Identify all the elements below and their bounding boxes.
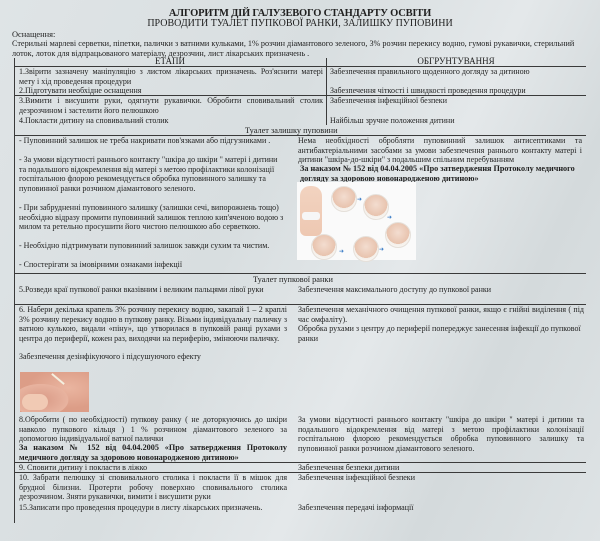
umbilical-cord-cycle-image: ➜ ➜ ➜ ➜ [297,182,416,260]
stage-8: 8.Обробити ( по необхідності) пупкову ранку ( не доторкуючись до шкіри навколо пупкового кільця ) 1 % розчином діамантового зеленого за допомогою індивідуальної ватної палички [19,415,287,443]
stage-4: 4.Покласти дитину на сповивальний столик [19,116,169,125]
equipment-text: Стерильні марлеві серветки, піпетки, палички з ватними кульками, 1% розчин діамантового зеленого, 3% розчин перекису водню, гумові рукавички, стерильний лоток, лоток для відпрацьованого матеріалу, дезрозчин, лист лікарських призначень . [12,39,575,58]
cord-note-2: - За умови відсутності раннього контакту "шкіра до шкіри " матері і дитини та подальшого відокремлення від матері з метою профілактики колонізації госпітальною флорою рекомендується обробка пуповинного залишку та пуповинної ранки розчином діамантового зеленого. [19,155,278,193]
reason-5: Забезпечення максимального доступу до пупкової ранки [298,285,492,294]
section-wound-title: Туалет пупкової ранки [253,275,333,284]
stage-10: 10. Забрати пелюшку зі сповивального столика і покласти її в мішок для брудної білизни. Протерти робочу поверхню сповивального столика дезрозчином. Зняти рукавички, вимити і висушити руки [19,473,287,501]
reason-3: Забезпечення інфекційної безпеки [330,96,447,105]
section-cord-title: Туалет залишку пуповини [245,126,338,135]
stage-2: 2.Підготувати необхідне оснащення [19,86,142,95]
column-header-reasons: ОБГРУНТУВАННЯ [417,56,495,66]
stage-15: 15.Записати про проведення процедури в листу лікарських призначень. [19,503,263,512]
section-rule [14,273,586,274]
cord-note-4: - Необхідно підтримувати пуповинний залишок завжди сухим та чистим. [19,241,270,250]
cord-note-3: - При забрудненні пуповинного залишку (залишки сечі, випорожнень тощо) необхідно відразу промити пуповинний залишок теплою кип'яченою водою з милом та ретельно просушити його чистою пелюшкою або серветкою. [19,203,284,231]
reason-2: Забезпечення чіткості і швидкості проведення процедури [330,86,526,95]
stage-8-order-reference: За наказом № 152 від 04.04.2005 «Про затвердження Протоколу медичного догляду за здоровою новонародженою дитиною» [19,443,287,462]
umbilical-wound-photo [20,372,89,412]
reason-9: Забезпечення безпеки дитини [298,463,400,472]
stage-6: 6. Набери декілька крапель 3% розчину перекису водню, закапай 1 – 2 краплі 3% розчину перекису водню в пупкову ранку. Візьми індивідуальну паличку з ватною кулькою, видали «піну», що утворилася в пупковій ранці рухами з центра до периферії, кожен раз, виходячи на периферію, змінюючи паличку. [19,305,287,343]
reason-6: Забезпечення механічного очищення пупкової ранки, якщо є гнійні виділення ( під час омфаліту). [298,305,584,324]
stage-1: 1.Звірити зазначену маніпуляцію з листом лікарських призначень. Роз'яснити матері мету і хід проведення процедури [19,67,323,86]
column-header-stages: ЕТАПИ [154,56,186,66]
page-title: АЛГОРИТМ ДІЙ ГАЛУЗЕВОГО СТАНДАРТУ ОСВІТИ [168,8,432,19]
equipment-label: Оснащення: [12,30,56,39]
cord-order-reference: За наказом № 152 від 04.04.2005 «Про затвердження Протоколу медичного догляду за здоровою новонародженою дитиною» [300,164,575,183]
cord-note-1: - Пуповинний залишок не треба накривати пов'язками або підгузниками . [19,136,271,145]
reason-4: Найбільш зручне положення дитини [330,116,455,125]
reason-15: Забезпечення передачі інформації [298,503,414,512]
reason-6b: Обробка рухами з центру до периферії попереджує занесення інфекції до пупкової ранки [298,324,581,343]
table-left-border [14,58,15,523]
page-subtitle: ПРОВОДИТИ ТУАЛЕТ ПУПКОВОЇ РАНКИ, ЗАЛИШКУ ПУПОВИНИ [147,18,453,29]
stage-3: 3.Вимити і висушити руки, одягнути рукавички. Обробити сповивальний столик дезрозчином і застелити його пелюшкою [19,96,323,115]
column-divider-top [326,58,327,125]
reason-8: За умови відсутності раннього контакту "шкіра до шкіри " матері і дитини та подальшого відокремлення від матері з метою профілактики колонізації госпітальною флорою рекомендується обробка пуповинного залишку та пуповинної ранки розчином діамантового зеленого. [298,415,584,453]
reason-1: Забезпечення правильного щоденного догляду за дитиною [330,67,530,76]
cord-note-5: - Спостерігати за імовірними ознаками інфекції [19,260,183,269]
stage-6-note: Забезпечення дезінфікуючого і підсушуючого ефекту [19,352,201,361]
reason-10: Забезпечення інфекційної безпеки [298,473,415,482]
cord-reason: Нема необхідності обробляти пуповинний залишок антисептиками та антибактеріальними засобами за умови забезпечення раннього контакту матері і дитини "шкіра-до-шкіри" з подальшим спільним перебуванням [298,136,582,164]
stage-5: 5.Розведи краї пупкової ранки вказівним і великим пальцями лівої руки [19,285,264,294]
stage-9: 9. Сповити дитину і покласти в ліжко [19,463,148,472]
